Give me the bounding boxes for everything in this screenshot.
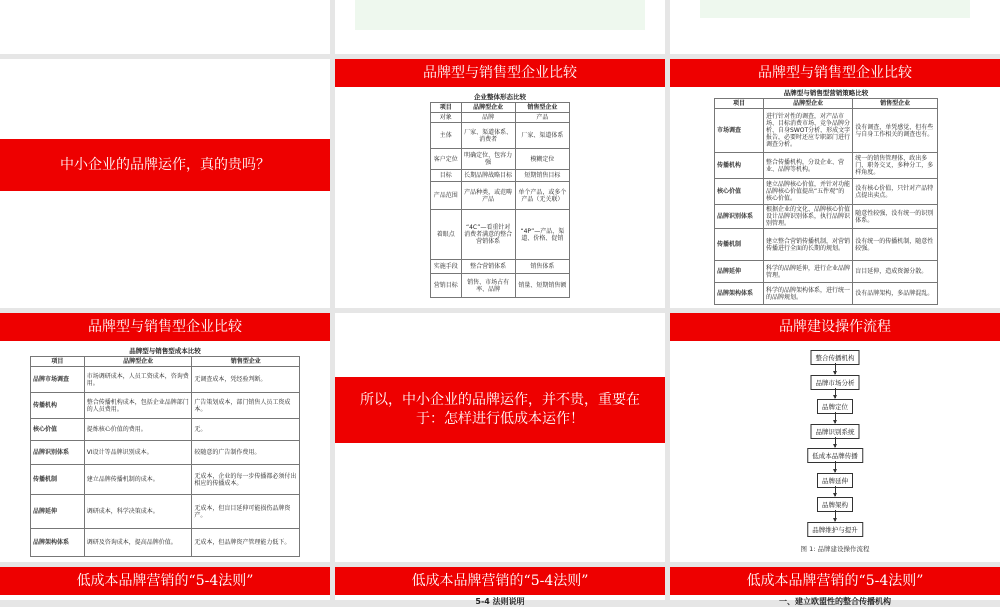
flow-arrow [835,461,836,472]
slide-2[interactable] [335,0,665,54]
table-header-cell: 品牌型企业 [84,357,192,367]
table-cell: 主体 [431,123,462,149]
table-cell: 对象 [431,113,462,123]
table-cell: 品牌延伸 [31,495,85,529]
table-cell: 无成本，但盲目延伸可能损伤品牌资产。 [192,495,300,529]
slide-9-flowchart [670,343,1000,562]
table-cell: 销售、市场占有率、品牌 [461,274,515,298]
table-cell: 品牌架构体系 [715,283,764,305]
table-cell: 广告策划成本，部门销售人员工资成本。 [192,393,300,419]
table-cell: 科学的品牌架构体系，进行统一的品牌规划。 [764,283,853,305]
table-cell: 短期销售目标 [515,170,569,182]
slide-8-text: 所以，中小企业的品牌运作，并不贵，重要在于：怎样进行低成本运作！ [360,392,640,427]
slide-11[interactable] [335,567,665,606]
table-header-cell: 销售型企业 [192,357,300,367]
slide-12[interactable] [670,567,1000,606]
slide-7[interactable] [0,313,330,562]
table-cell: 传播机构 [31,393,85,419]
slide-1[interactable] [0,0,330,54]
flow-node: 品牌架构 [817,497,853,512]
slide-7-table [30,356,300,557]
table-row [31,441,300,465]
table-row [715,229,938,261]
table-row [715,205,938,229]
table-row [431,210,570,260]
table-cell: 无成本，但品牌资产管理能力低下。 [192,529,300,557]
table-cell: 销量、短期销售额 [515,274,569,298]
flow-node: 低成本品牌传播 [807,448,863,463]
slide-6-table [714,98,938,305]
slide-6-document [714,87,938,301]
slide-5[interactable] [335,59,665,308]
table-cell: “4P”—产品、渠道、价格、促销 [515,210,569,260]
table-cell: 无。 [192,419,300,441]
slide-7-doc-title: 品牌型与销售型成本比较 [129,347,201,355]
table-cell: 建立整合营销传播机制，对营销传播进行全面的长期的规划。 [764,229,853,261]
table-header-cell: 品牌型企业 [764,99,853,109]
flow-arrow [835,388,836,399]
table-cell: 无调查成本，凭经验判断。 [192,367,300,393]
slide-9-title: 品牌建设操作流程 [670,313,1000,341]
flow-arrow [835,363,836,374]
table-row [715,153,938,179]
table-cell: 根据企业的文化、品牌核心价值设计品牌识别体系，执行品牌识别管理。 [764,205,853,229]
table-cell: 整合营销体系 [461,260,515,274]
flow-arrow [835,486,836,497]
slide-5-title: 品牌型与销售型企业比较 [335,59,665,87]
slide-3-content-remnant [700,0,970,18]
table-row [431,113,570,123]
slide-5-document [430,91,570,299]
table-cell: 建立品牌传播机制的成本。 [84,465,192,495]
table-cell: 品牌识别体系 [715,205,764,229]
slide-11-title: 低成本品牌营销的“5-4法则” [335,567,665,595]
flow-arrow [835,437,836,448]
table-cell: 品牌延伸 [715,261,764,283]
slide-11-peek-text: 5-4 法则说明 [475,597,525,606]
table-cell: 盲目延伸，造成资源分散。 [853,261,938,283]
table-cell: 明确定位、包容力强 [461,149,515,170]
table-cell: “4C”—看重针对消费者满意的整合营销体系 [461,210,515,260]
table-cell: 厂家、渠道体系 [515,123,569,149]
slide-6[interactable] [670,59,1000,308]
table-row [715,109,938,153]
table-cell: 品牌架构体系 [31,529,85,557]
table-cell: 产品种类，或范畴产品 [461,182,515,210]
table-cell: 传播机制 [31,465,85,495]
table-row [31,529,300,557]
slide-12-peek-text: 一、建立欧盟性的整合传播机构 [779,597,891,606]
table-row [431,149,570,170]
table-cell: 目标 [431,170,462,182]
table-row [31,465,300,495]
table-header-cell: 销售型企业 [853,99,938,109]
table-cell: 建立品牌核心价值，并针对功能品牌核心价值提出“五件观”的核心价值。 [764,179,853,205]
table-cell: 产品 [515,113,569,123]
table-row [31,393,300,419]
table-cell: 整合传播机构，分设企业、营业、品牌等机构。 [764,153,853,179]
table-cell: 进行针对性的调查，对产品市场、目标消费市场、竞争品牌分析、自身SWOT分析，形成文字报告，必要时还应专职部门进行调查分析。 [764,109,853,153]
table-header-row [431,103,570,113]
table-cell: 整合传播机构成本，包括企业品牌部门的人员费用。 [84,393,192,419]
table-row [715,179,938,205]
table-cell: 核心价值 [715,179,764,205]
slide-7-document [30,345,300,557]
table-cell: 提炼核心价值的费用。 [84,419,192,441]
slide-5-doc-title: 企业整体形态比较 [474,93,526,101]
table-cell: 调研成本，科学决策成本。 [84,495,192,529]
table-cell: 销售体系 [515,260,569,274]
table-cell: 科学的品牌延伸，进行企业品牌管理。 [764,261,853,283]
table-cell: 无成本，企业的每一步传播都必须付出相应的传播成本。 [192,465,300,495]
table-row [715,261,938,283]
slide-4-text: 中小企业的品牌运作，真的贵吗？ [60,157,270,173]
table-cell: 传播机制 [715,229,764,261]
table-cell: 产品范围 [431,182,462,210]
slide-3[interactable] [670,0,1000,54]
table-cell: 模糊定位 [515,149,569,170]
table-cell: 品牌市场调查 [31,367,85,393]
table-cell: 没有统一的传播机制，随意性较强。 [853,229,938,261]
slide-9[interactable] [670,313,1000,562]
slide-12-title: 低成本品牌营销的“5-4法则” [670,567,1000,595]
table-header-row [31,357,300,367]
slide-5-table [430,102,570,298]
slide-4[interactable] [0,59,330,308]
table-cell: 随意性较强，没有统一的识别体系。 [853,205,938,229]
table-cell: 市场调查 [715,109,764,153]
flow-arrow [835,412,836,423]
table-cell: 品牌识别体系 [31,441,85,465]
table-cell: 调研及咨询成本，提高品牌价值。 [84,529,192,557]
table-header-cell: 项目 [431,103,462,113]
table-cell: 长期品牌战略目标 [461,170,515,182]
flow-node: 品牌维护与提升 [807,522,863,537]
table-header-cell: 项目 [31,357,85,367]
table-row [31,495,300,529]
slide-6-title: 品牌型与销售型企业比较 [670,59,1000,87]
slide-2-content-remnant [355,0,645,30]
table-row [715,283,938,305]
table-cell: 没有核心价值，只针对产品特点提出卖点。 [853,179,938,205]
table-row [431,123,570,149]
slide-9-caption: 图 1: 品牌建设操作流程 [800,545,870,553]
table-cell: 厂家、渠道体系、消费者 [461,123,515,149]
flow-node: 品牌定位 [817,399,853,414]
table-cell: 没有品牌架构，多品牌混乱。 [853,283,938,305]
table-row [31,367,300,393]
flow-node: 品牌市场分析 [811,375,860,390]
table-header-cell: 品牌型企业 [461,103,515,113]
table-cell: 实施手段 [431,260,462,274]
slide-7-title: 品牌型与销售型企业比较 [0,313,330,341]
slide-6-doc-title: 品牌型与销售型营销策略比较 [783,89,869,97]
table-cell: 较随意的广告制作费用。 [192,441,300,465]
table-row [431,260,570,274]
flow-node: 品牌识别系统 [811,424,860,439]
table-row [31,419,300,441]
table-header-cell: 项目 [715,99,764,109]
table-cell: 品牌 [461,113,515,123]
table-cell: 核心价值 [31,419,85,441]
table-cell: 没有调查，单凭感觉，但有些与自身工作相关的调查也有。 [853,109,938,153]
table-cell: VI设计等品牌识别成本。 [84,441,192,465]
table-cell: 客户定位 [431,149,462,170]
slide-8[interactable] [335,313,665,562]
table-cell: 市场调研成本，人员工资成本，咨询费用。 [84,367,192,393]
table-cell: 单个产品，或多个产品（无关联） [515,182,569,210]
flow-arrow [835,510,836,521]
table-cell: 统一的销售管理体，政出多门，职务交叉，多种分工，多样角度。 [853,153,938,179]
table-row [431,274,570,298]
table-header-row [715,99,938,109]
slide-10[interactable] [0,567,330,600]
table-row [431,182,570,210]
table-row [431,170,570,182]
flow-node: 整合传播机构 [811,350,860,365]
flow-node: 品牌延伸 [817,473,853,488]
slide-10-title: 低成本品牌营销的“5-4法则” [0,567,330,595]
table-cell: 营销目标 [431,274,462,298]
table-cell: 传播机构 [715,153,764,179]
table-cell: 着眼点 [431,210,462,260]
table-header-cell: 销售型企业 [515,103,569,113]
